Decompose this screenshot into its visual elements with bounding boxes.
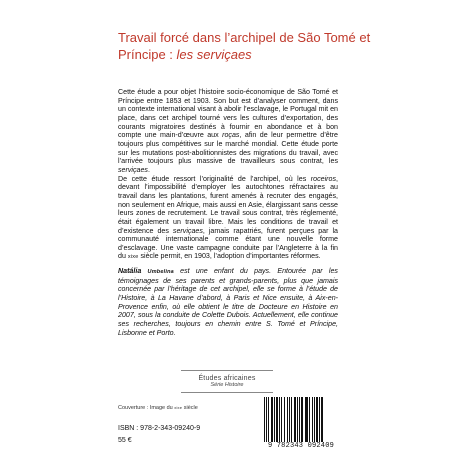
barcode-bar: [294, 397, 296, 442]
barcode-bar: [266, 397, 268, 442]
barcode-bar: [316, 397, 318, 442]
series-rule-top: [181, 370, 273, 371]
p1-text-a: Cette étude a pour objet l’histoire socio-économique de São Tomé et Príncipe entre 1853 et 1903. Son but est d’analyser comment, dans un contexte international visant à abolir l’esclavage, le Portugal mit en place, dans cet archipel tourné vers les cultures d’exportation, des courants migratoires destinés à fournir en abondance et à bon compte une main-d’œuvre aux: [118, 88, 338, 140]
p1-term-servicaes: serviçaes: [118, 165, 148, 174]
p1-text-c: .: [147, 165, 150, 174]
barcode-bar: [297, 397, 299, 442]
p2-text-a: De cette étude ressort l’originalité de l’archipel, où les: [118, 174, 307, 183]
barcode-bars: [262, 397, 340, 442]
barcode: [262, 397, 340, 452]
book-title: [118, 29, 418, 63]
barcode-bar: [281, 397, 283, 442]
p2-term-servicaes: serviçaes: [172, 226, 203, 235]
barcode-bar: [271, 397, 273, 442]
p1-term-rocas: roças: [222, 131, 240, 140]
barcode-bar: [321, 397, 323, 442]
p2-century: xixe: [127, 254, 139, 261]
cover-suffix: siècle: [183, 405, 198, 411]
author-first-name: Natália: [118, 267, 142, 276]
isbn: ISBN : 978-2-343-09240-9: [118, 425, 201, 432]
barcode-bar: [291, 397, 292, 442]
barcode-digits: 9 782343 092409: [267, 442, 334, 450]
barcode-bar: [306, 397, 308, 442]
blurb-paragraph-2: [118, 175, 338, 263]
series-rule-bottom: [181, 392, 273, 393]
barcode-bar: [284, 397, 285, 442]
p2-term-roceiros: roceiros: [310, 174, 337, 183]
barcode-bar: [274, 397, 275, 442]
barcode-bar: [309, 397, 310, 442]
series-name: Études africaines: [198, 375, 256, 382]
price: 55 €: [118, 437, 132, 444]
author-bio: [118, 267, 338, 337]
title-subtitle: les serviçaes: [176, 47, 252, 62]
p1-text-b: , afin de leur permettre d’être toujours plus compétitives sur le marché mondial. Cette étude porte sur les mutations post-abolitionnistes des migrations du travail, avec l’arrivée toujours plus massive de travailleurs sous contrat, les: [118, 131, 338, 166]
title-main: Travail forcé dans l’archipel de São Tomé et Príncipe :: [118, 30, 371, 62]
series-subseries: Série Histoire: [210, 382, 244, 388]
p2-text-d: siècle permit, en 1903, l’adoption d’importantes réformes.: [140, 252, 321, 261]
barcode-bar: [301, 397, 303, 442]
barcode-bar: [276, 397, 278, 442]
p2-text-c: , jamais rapatriés, furent perçues par la communauté internationale comme étant une nouvelle forme d’esclavage. Une vaste campagne conduite par l’Angleterre à la fin du: [118, 226, 338, 261]
p2-text-b: , devant l’impossibilité d’employer les autochtones réfractaires au travail dans les plantations, furent amenés à recruter des engagés, non seulement en Afrique, mais aussi en Asie, élargissant sans cesse leurs zones de recrutement. Le travail sous contrat, très réglementé, était également un travail libre. Mais les conditions de travail et d’existence des: [118, 174, 338, 235]
cover-century: xixe: [174, 405, 183, 410]
author-last-name: Umbelina: [147, 269, 174, 276]
series-mark: [181, 370, 273, 393]
barcode-bar: [312, 397, 313, 442]
blurb: [118, 88, 338, 337]
cover-label: Couverture : Image du: [118, 405, 173, 411]
barcode-bar: [289, 397, 291, 442]
barcode-bar: [268, 397, 269, 442]
cover-credit: [118, 405, 198, 411]
blurb-paragraph-1: [118, 88, 338, 175]
author-bio-text: est une enfant du pays. Entourée par les témoignages de ses parents et grands-parents, plus que jamais concernée par l’héritage de cet archipel, elle se forme à l’étude de l’Histoire, à La Havane d’abord, à Paris et Nice ensuite, à Aix-en-Provence enfin, où elle obtient le titre de Docteure en Histoire en 2007, sous la conduite de Colette Dubois. Actuellement, elle continue ses recherches, toujours en chemin entre S. Tomé et Príncipe, Lisbonne et Porto.: [118, 267, 338, 337]
